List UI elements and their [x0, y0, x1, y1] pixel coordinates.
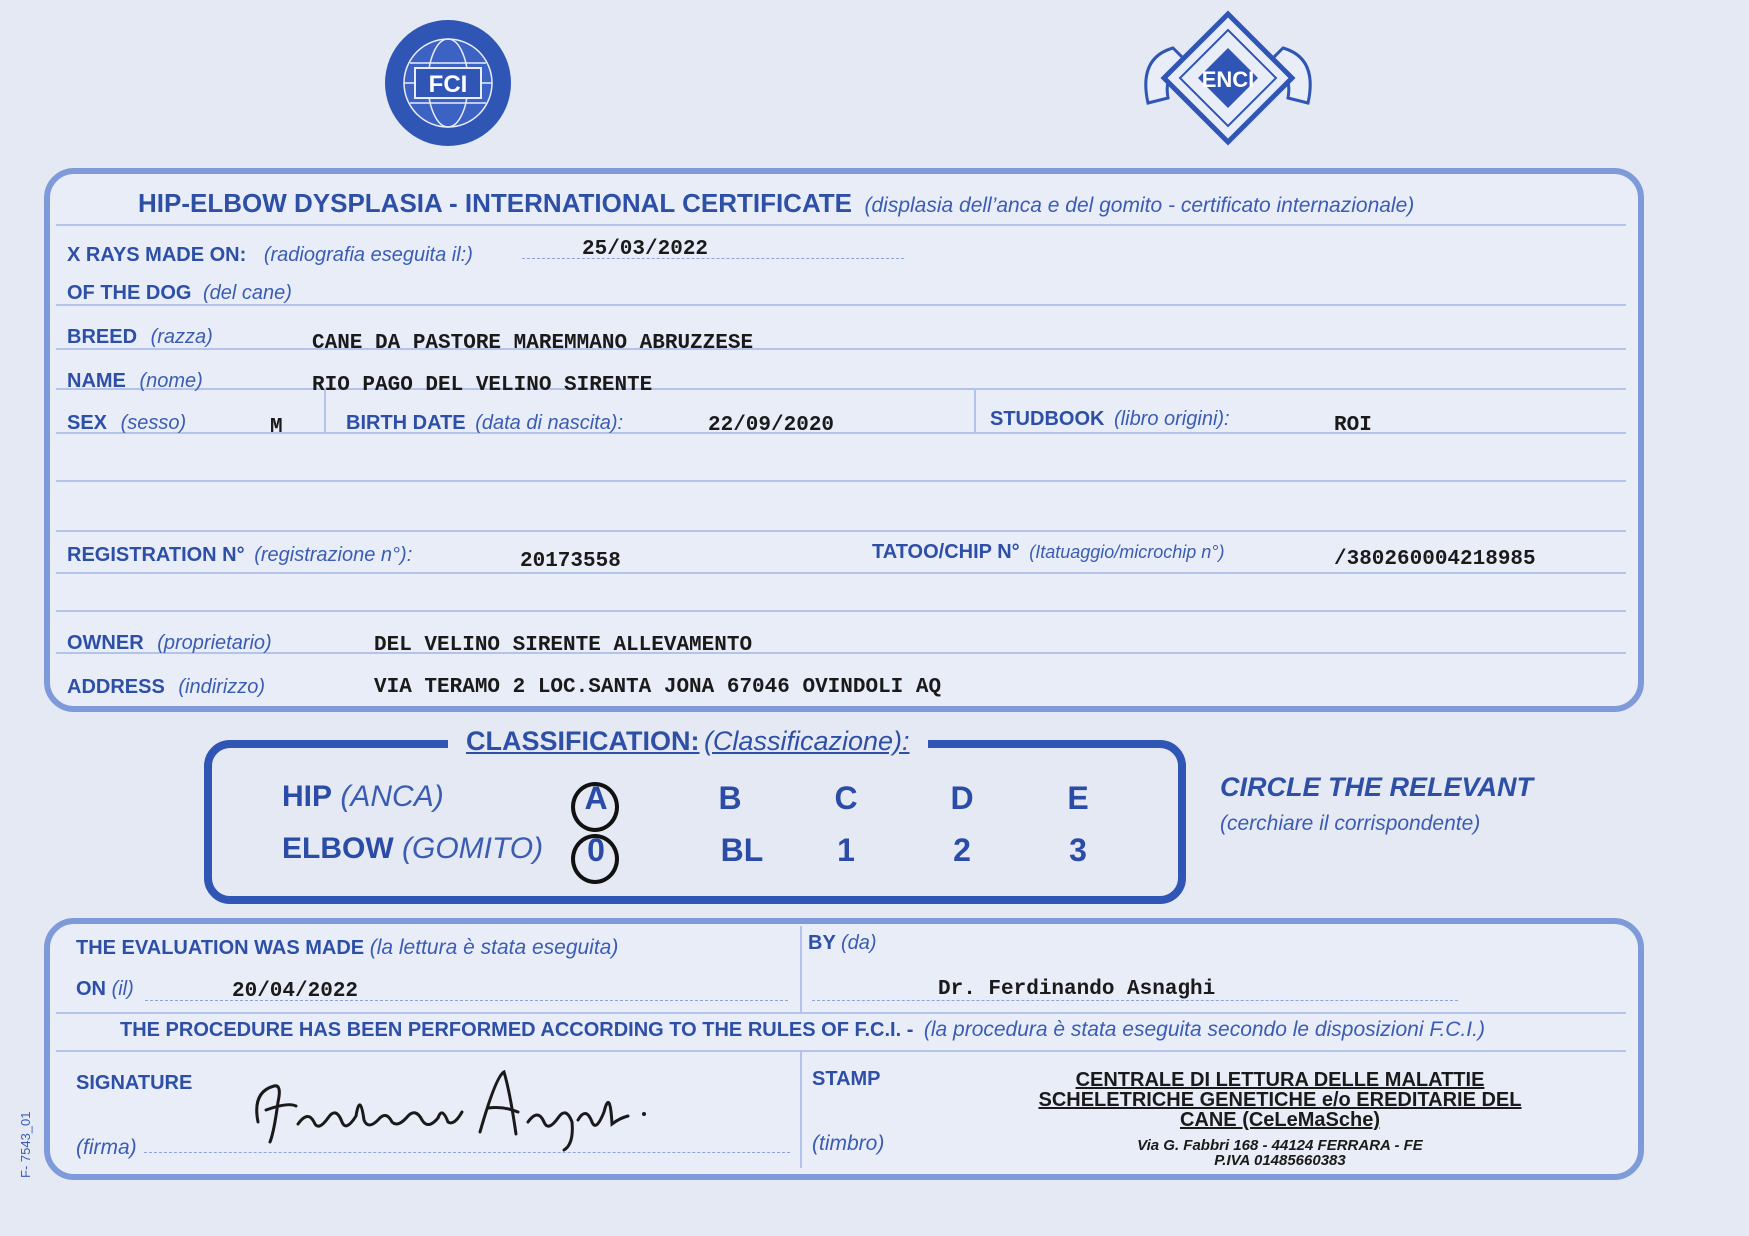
subtitle-text: (displasia dell’anca e del gomito - certificato internazionale) [864, 194, 1415, 217]
xrays-label: X RAYS MADE ON: (radiografia eseguita il:) [67, 244, 473, 266]
hip-grade-a[interactable]: A [584, 780, 608, 816]
signature-label: SIGNATURE [76, 1072, 193, 1094]
owner-label: OWNER (proprietario) [67, 632, 272, 654]
hip-grade-b[interactable]: B [718, 780, 742, 816]
divider [56, 432, 1626, 434]
circle-instruction: CIRCLE THE RELEVANT [1220, 772, 1534, 802]
on-label: ON (il) [76, 978, 134, 1000]
divider [56, 348, 1626, 350]
fci-globe-emblem-icon [383, 18, 513, 148]
studbook-value: ROI [1334, 414, 1372, 437]
breed-value: CANE DA PASTORE MAREMMANO ABRUZZESE [312, 332, 754, 355]
elbow-grade-3[interactable]: 3 [1069, 832, 1087, 868]
signature-scribble-icon [248, 1062, 668, 1152]
address-label: ADDRESS (indirizzo) [67, 676, 266, 698]
page-title [138, 188, 1414, 219]
circle-instruction-it: (cerchiare il corrispondente) [1220, 812, 1481, 835]
divider [56, 480, 1626, 482]
divider [56, 530, 1626, 532]
enci-logo [1128, 8, 1328, 150]
address-value: VIA TERAMO 2 LOC.SANTA JONA 67046 OVINDOLI AQ [374, 676, 942, 699]
divider [56, 1012, 1626, 1014]
birth-value: 22/09/2020 [708, 414, 835, 437]
divider [56, 388, 1626, 390]
procedure-line: THE PROCEDURE HAS BEEN PERFORMED ACCORDING TO THE RULES OF F.C.I. - (la procedura è stata eseguita secondo le disposizioni F.C.I.) [120, 1018, 1485, 1041]
studbook-label: STUDBOOK (libro origini): [990, 408, 1230, 430]
enci-diamond-emblem-icon [1128, 8, 1328, 150]
divider [56, 652, 1626, 654]
divider [800, 1052, 802, 1168]
svg-text:FCI: FCI [428, 71, 468, 98]
form-code: F- 7543_01 [18, 1111, 33, 1178]
hip-grade-c[interactable]: C [834, 780, 858, 816]
registration-value: 20173558 [520, 550, 621, 573]
hip-grade-e[interactable]: E [1067, 780, 1089, 816]
elbow-grade-2[interactable]: 2 [953, 832, 971, 868]
elbow-grade-0[interactable]: 0 [587, 832, 605, 868]
divider [800, 926, 802, 1012]
of-dog-label: OF THE DOG (del cane) [67, 282, 292, 304]
by-label: BY (da) [808, 932, 877, 954]
xrays-underline [522, 258, 904, 259]
divider [56, 572, 1626, 574]
evaluation-made-label: THE EVALUATION WAS MADE (la lettura è stata eseguita) [76, 936, 619, 959]
elbow-label: ELBOW (GOMITO) [282, 832, 544, 865]
stamp-line-1: CENTRALE DI LETTURA DELLE MALATTIE [1075, 1069, 1485, 1091]
classification-box [204, 740, 1186, 904]
stamp-block [960, 1070, 1600, 1168]
registration-label: REGISTRATION N° (registrazione n°): [67, 544, 413, 566]
stamp-it: (timbro) [812, 1132, 885, 1155]
evaluation-date: 20/04/2022 [232, 980, 359, 1003]
sex-value: M [270, 416, 283, 439]
stamp-line-2: SCHELETRICHE GENETICHE e/o EREDITARIE DEL [1038, 1089, 1522, 1111]
owner-value: DEL VELINO SIRENTE ALLEVAMENTO [374, 634, 753, 657]
breed-label: BREED (razza) [67, 326, 213, 348]
stamp-line-5: P.IVA 01485660383 [1214, 1152, 1346, 1169]
hip-grade-d[interactable]: D [950, 780, 974, 816]
stamp-label: STAMP [812, 1068, 881, 1090]
title-text: HIP-ELBOW DYSPLASIA - INTERNATIONAL CERTIFICATE [138, 188, 853, 218]
elbow-grade-1[interactable]: 1 [837, 832, 855, 868]
hip-label: HIP (ANCA) [282, 780, 444, 813]
divider [56, 610, 1626, 612]
handwritten-signature [248, 1062, 668, 1152]
signature-it: (firma) [76, 1136, 137, 1159]
name-value: RIO PAGO DEL VELINO SIRENTE [312, 374, 653, 397]
divider [56, 1050, 1626, 1052]
divider [56, 224, 1626, 226]
stamp-line-4: Via G. Fabbri 168 - 44124 FERRARA - FE [1137, 1137, 1423, 1154]
signature-underline [144, 1152, 790, 1153]
stamp-line-3: CANE (CeLeMaSche) [1179, 1109, 1381, 1131]
evaluator-name: Dr. Ferdinando Asnaghi [938, 978, 1216, 1001]
sex-label: SEX (sesso) [67, 412, 187, 434]
classification-title: CLASSIFICATION: (Classificazione): [448, 726, 928, 757]
chip-label: TATOO/CHIP N° (Itatuaggio/microchip n°) [872, 541, 1225, 563]
chip-value: /380260004218985 [1334, 548, 1536, 571]
divider [974, 390, 976, 434]
fci-logo [383, 18, 513, 148]
elbow-grade-bl[interactable]: BL [720, 832, 764, 868]
name-label: NAME (nome) [67, 370, 203, 392]
svg-text:ENCI: ENCI [1201, 67, 1255, 92]
xrays-date: 25/03/2022 [582, 238, 709, 261]
birth-label: BIRTH DATE (data di nascita): [346, 412, 624, 434]
